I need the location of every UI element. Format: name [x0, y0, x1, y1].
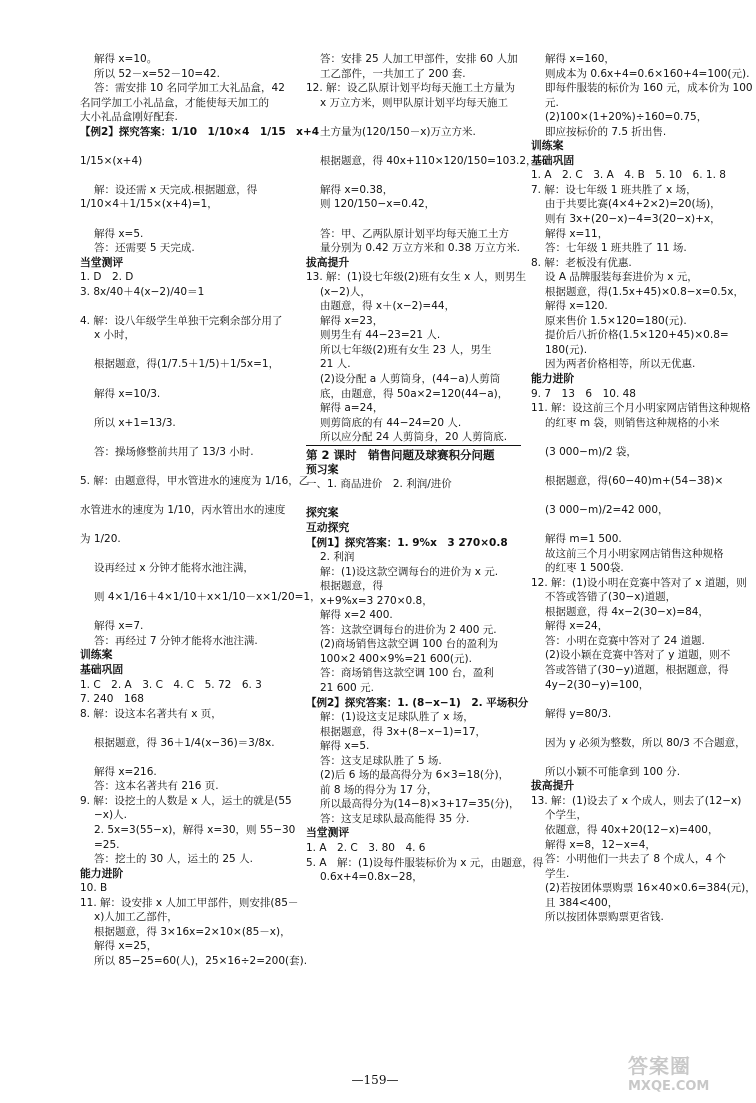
answer-line: 解得 x=216.	[94, 765, 157, 778]
answer-line	[80, 299, 295, 314]
answer-line: 所以最高得分为(14−8)×3+17=35(分)，	[320, 798, 520, 811]
answer-line: 解得 m=1 500.	[545, 533, 622, 546]
answer-line: 【例2】探究答案：1. (8−x−1) 2. 平场积分	[306, 696, 529, 709]
section-heading: 当堂测评	[306, 826, 350, 840]
answer-line: 水管进水的速度为 1/10，丙水管出水的速度	[80, 503, 286, 516]
answer-line: 根据题意，得 3×16x=2×10×(85－x)，	[94, 925, 291, 938]
answer-line: 的红枣 m 袋，则销售这种规格的小米	[545, 416, 720, 429]
answer-line: 所以 52－x=52－10=42.	[94, 67, 220, 80]
answer-line: 1. A 2. C 3. A 4. B 5. 10 6. 1. 8	[531, 169, 726, 182]
answer-line: 12. 解：(1)设小明在竞赛中答对了 x 道题，则	[531, 576, 747, 589]
answer-line: 根据题意，得 3x+(8−x−1)=17，	[320, 725, 487, 738]
answer-line: 则成本为 0.6x+4=0.6×160+4=100(元).	[545, 67, 750, 80]
answer-line	[80, 488, 295, 503]
answer-line: 解得 x=8，12−x=4，	[545, 838, 656, 851]
answer-line	[80, 212, 295, 227]
answer-line: 答或答错了(30−y)道题，根据题意，得	[545, 663, 729, 676]
answer-line: 8. 解：老板没有优惠.	[531, 256, 632, 269]
section-heading: 训练案	[80, 648, 113, 662]
answer-line: 原来售价 1.5×120=180(元).	[545, 314, 687, 327]
answer-line	[531, 721, 739, 736]
answer-line: =25.	[94, 838, 120, 851]
answer-line: 12. 解：设乙队原计划平均每天施工土方量为	[306, 82, 516, 95]
answer-line: 13. 解：(1)设七年级(2)班有女生 x 人，则男生	[306, 271, 527, 284]
answer-line	[306, 110, 521, 125]
section-heading: 基础巩固	[531, 153, 575, 167]
answer-line: 量分别为 0.42 万立方米和 0.38 万立方米.	[320, 242, 520, 255]
answer-line: 因为 y 必须为整数，所以 80/3 不合题意，	[545, 736, 746, 749]
watermark-top-text: 答案圈	[628, 1054, 691, 1078]
answer-line: 解得 x=120.	[545, 300, 608, 313]
answer-line: 答：七年级 1 班共胜了 11 场.	[545, 242, 687, 255]
answer-column-left	[80, 52, 321, 968]
answer-line: 根据题意，得 36＋1/4(x−36)＝3/8x.	[94, 736, 275, 749]
section-heading: 基础巩固	[80, 662, 124, 676]
answer-line: 解得 x=10/3.	[94, 387, 161, 400]
answer-line	[80, 343, 295, 358]
answer-line: 学生.	[545, 867, 570, 880]
section-heading: 预习案	[306, 462, 339, 476]
answer-line: 设 A 品牌服装每套进价为 x 元，	[545, 271, 698, 284]
answer-line: 不答或答错了(30−x)道题，	[545, 591, 677, 604]
answer-line: (2)商场销售这款空调 100 台的盈利为	[320, 638, 499, 651]
answer-line: 解得 x=10。	[94, 53, 158, 65]
answer-line	[80, 576, 295, 591]
watermark-bottom-text: MXQE.COM	[628, 1079, 710, 1094]
answer-line: (2)设小颖在竞赛中答对了 y 道题，则不	[545, 649, 731, 662]
answer-line: 则 4×1/16＋4×1/10＋x×1/10－x×1/20=1，	[94, 591, 321, 604]
answer-line: 1. C 2. A 3. C 4. C 5. 72 6. 3	[80, 678, 262, 691]
answer-line: 答：这支足球队胜了 5 场.	[320, 754, 442, 767]
answer-line: 解得 x=5.	[320, 740, 370, 753]
answer-line: 大小礼品盒刚好配套.	[80, 111, 178, 124]
answer-line: 解得 x=160，	[545, 53, 615, 65]
answer-line: 答：还需要 5 天完成.	[94, 242, 195, 255]
answer-line: 个学生，	[545, 809, 587, 822]
answer-line	[531, 488, 739, 503]
answer-line: 答：这本名著共有 216 页.	[94, 780, 219, 793]
answer-line: 解得 x=7.	[94, 620, 144, 633]
answer-line	[80, 750, 295, 765]
answer-line: (2)100×(1+20%)÷160=0.75，	[545, 111, 708, 124]
answer-line	[80, 401, 295, 416]
answer-line	[531, 459, 739, 474]
answer-line	[80, 168, 295, 183]
answer-line: 1. A 2. C 3. 80 4. 6	[306, 841, 426, 854]
section-heading: 能力进阶	[531, 372, 575, 386]
answer-line: 由题意，得 x＋(x−2)=44，	[320, 300, 456, 313]
answer-line	[80, 547, 295, 562]
answer-line: 解得 x=25，	[94, 940, 158, 953]
answer-line: 根据题意，得 40x+110×120/150=103.2，	[320, 154, 537, 167]
answer-line: 21 人.	[320, 358, 351, 371]
answer-line: 2. 利润	[320, 551, 355, 564]
answer-line: 答：安排 25 人加工甲部件，安排 60 人加	[320, 53, 518, 65]
answer-line: 答：操场修整前共用了 13/3 小时.	[94, 445, 254, 458]
answer-line: 5. A 解：(1)设每件服装标价为 x 元，由题意，得	[306, 856, 544, 869]
answer-line: 为 1/20.	[80, 533, 121, 546]
answer-line: 且 384<400，	[545, 896, 619, 909]
answer-line: 解：(1)设这款空调每台的进价为 x 元.	[320, 565, 499, 578]
answer-line	[80, 459, 295, 474]
answer-line: 答：甲、乙两队原计划平均每天施工土方	[320, 227, 509, 240]
answer-line: 9. 7 13 6 10. 48	[531, 387, 636, 400]
section-heading: 拔高提升	[531, 779, 575, 793]
answer-line: 1/10×4＋1/15×(x+4)=1，	[80, 198, 218, 211]
answer-line	[80, 139, 295, 154]
answer-line: 提价后八折价格(1.5×120+45)×0.8=	[545, 329, 729, 342]
answer-line: 10. B	[80, 882, 108, 895]
answer-column-middle	[306, 52, 544, 885]
answer-line: 土方量为(120/150－x)万立方米.	[320, 125, 476, 138]
answer-line: x 小时，	[94, 329, 136, 342]
answer-line: 【例2】探究答案：1/10 1/10×4 1/15 x+4	[80, 125, 320, 138]
answer-line	[531, 430, 739, 445]
answer-line: 1/15×(x+4)	[80, 154, 143, 167]
section-heading: 训练案	[531, 139, 564, 153]
answer-line: 8. 解：设这本名著共有 x 页，	[80, 707, 222, 720]
answer-line: 所以按团体票购票更省钱.	[545, 911, 664, 924]
answer-line: 解：(1)设这支足球队胜了 x 场，	[320, 711, 474, 724]
answer-line: 答：再经过 7 分钟才能将水池注满.	[94, 634, 258, 647]
answer-line: 即应按标价的 7.5 折出售.	[545, 125, 667, 138]
page-number: —159—	[351, 1073, 399, 1087]
answer-line	[80, 518, 295, 533]
answer-line: 根据题意，得	[320, 580, 383, 593]
answer-line: 前 8 场的得分为 17 分，	[320, 783, 438, 796]
answer-line: 1. D 2. D	[80, 271, 134, 284]
answer-line: 故这前三个月小明家网店销售这种规格	[545, 547, 724, 560]
answer-line: (x−2)人，	[320, 285, 371, 298]
answer-line: 5. 解：由题意得，甲水管进水的速度为 1/16，乙	[80, 474, 310, 487]
answer-line: 依题意，得 40x+20(12−x)=400，	[545, 823, 719, 836]
answer-line: 由于共要比赛(4×4+2×2)=20(场)，	[545, 198, 721, 211]
answer-line: (3 000−m)/2 袋，	[545, 445, 637, 458]
answer-line: 解得 x=23，	[320, 314, 384, 327]
answer-column-right	[531, 52, 756, 925]
answer-line: 答：这款空调每台的进价为 2 400 元.	[320, 623, 497, 636]
answer-line: 答：小明在竞赛中答对了 24 道题.	[545, 634, 705, 647]
answer-line: 3. 8x/40＋4(x−2)/40＝1	[80, 285, 205, 298]
answer-line: 7. 240 168	[80, 693, 144, 706]
answer-line	[80, 372, 295, 387]
answer-line: 所以应分配 24 人剪筒身，20 人剪筒底.	[320, 431, 508, 444]
answer-line	[306, 139, 521, 154]
answer-line: 解得 x=11，	[545, 227, 609, 240]
answer-line: 11. 解：设这前三个月小明家网店销售这种规格	[531, 402, 751, 415]
answer-line: 名同学加工小礼品盒，才能使每天加工的	[80, 96, 269, 109]
answer-line: 底，由题意，得 50a×2=120(44−a)，	[320, 387, 509, 400]
answer-line: 解得 x=5.	[94, 227, 144, 240]
section-heading: 互动探究	[306, 520, 350, 534]
answer-line: (2)后 6 场的最高得分为 6×3=18(分)，	[320, 769, 510, 782]
answer-line: 9. 解：设挖土的人数是 x 人，运土的就是(55	[80, 794, 292, 807]
answer-line: 所以 x+1=13/3.	[94, 416, 176, 429]
answer-line	[80, 721, 295, 736]
answer-line: 解得 y=80/3.	[545, 707, 612, 720]
answer-line: 7. 解：设七年级 1 班共胜了 x 场，	[531, 183, 697, 196]
answer-line: 解得 x=2 400.	[320, 609, 393, 622]
answer-line: 100×2 400×9%=21 600(元).	[320, 652, 472, 665]
answer-line: 则有 3x+(20−x)−4=3(20−x)+x，	[545, 213, 721, 226]
section-heading: 拔高提升	[306, 255, 350, 269]
answer-line: (2)设分配 a 人剪筒身，(44−a)人剪筒	[320, 373, 501, 386]
answer-line: 0.6x+4=0.8x−28，	[320, 871, 423, 884]
section-heading: 探究案	[306, 506, 339, 520]
answer-line: 解得 x=24，	[545, 620, 609, 633]
answer-line: x)人加工乙部件，	[94, 911, 178, 924]
answer-line: −x)人.	[94, 809, 127, 822]
answer-line: 一、1. 商品进价 2. 利润/进价	[306, 478, 452, 491]
answer-line: 解：设还需 x 天完成.根据题意，得	[94, 183, 258, 196]
answer-line: 4. 解：设八年级学生单独干完剩余部分用了	[80, 314, 283, 327]
answer-line: 所以七年级(2)班有女生 23 人，男生	[320, 343, 492, 356]
answer-line: 因为两者价格相等，所以无优惠.	[545, 358, 696, 371]
answer-line: 所以小颖不可能拿到 100 分.	[545, 765, 681, 778]
answer-line: 设再经过 x 分钟才能将水池注满，	[94, 562, 254, 575]
section-heading: 能力进阶	[80, 866, 124, 880]
answer-line: 的红枣 1 500袋.	[545, 562, 624, 575]
answer-line	[306, 492, 521, 507]
answer-line: 180(元).	[545, 343, 588, 356]
answer-line: 13. 解：(1)设去了 x 个成人，则去了(12−x)	[531, 794, 742, 807]
answer-line: 则 120/150−x=0.42，	[320, 198, 436, 211]
answer-line: 元.	[545, 96, 559, 109]
answer-line: 答：挖土的 30 人，运土的 25 人.	[94, 853, 253, 866]
answer-line: 根据题意，得(60−40)m+(54−38)×	[545, 474, 724, 487]
answer-line: 工乙部件，一共加工了 200 套.	[320, 67, 466, 80]
answer-line: 根据题意，得(1/7.5＋1/5)＋1/5x=1，	[94, 358, 280, 371]
answer-line: 解得 a=24，	[320, 402, 384, 415]
answer-line: 答：需安排 10 名同学加工大礼品盒，42	[94, 82, 285, 95]
answer-line	[80, 430, 295, 445]
answer-line	[531, 692, 739, 707]
answer-line: x+9%x=3 270×0.8，	[320, 594, 433, 607]
answer-line: 4y−2(30−y)=100，	[545, 678, 650, 691]
answer-line: 【例1】探究答案：1. 9%x 3 270×0.8	[306, 536, 508, 549]
answer-line: 所以 85−25=60(人)，25×16÷2=200(套).	[94, 954, 308, 967]
answer-line: 答：小明他们一共去了 8 个成人，4 个	[545, 853, 726, 866]
answer-line: 2. 5x=3(55−x)，解得 x=30，则 55−30	[94, 823, 296, 836]
answer-line: 解得 x=0.38，	[320, 183, 394, 196]
answer-line: 即每件服装的标价为 160 元，成本价为 100	[545, 82, 753, 95]
lesson-title: 第 2 课时 销售问题及球赛积分问题	[306, 445, 521, 463]
answer-line: 根据题意，得 4x−2(30−x)=84，	[545, 605, 709, 618]
answer-line: (2)若按团体票购票 16×40×0.6=384(元)，	[545, 882, 756, 895]
answer-line: 则男生有 44−23=21 人.	[320, 329, 441, 342]
answer-line	[531, 750, 739, 765]
answer-line: (3 000−m)/2=42 000，	[545, 503, 669, 516]
answer-line: 答：商场销售这款空调 100 台，盈利	[320, 667, 494, 680]
section-heading: 当堂测评	[80, 255, 124, 269]
watermark-logo	[628, 1050, 740, 1098]
answer-line: 根据题意，得(1.5x+45)×0.8−x=0.5x，	[545, 285, 744, 298]
answer-line: x 万立方米，则甲队原计划平均每天施工	[320, 96, 509, 109]
answer-line: 11. 解：设安排 x 人加工甲部件，则安排(85－	[80, 896, 299, 909]
answer-line	[531, 518, 739, 533]
answer-line	[306, 212, 521, 227]
answer-line	[306, 168, 521, 183]
answer-line: 答：这支足球队最高能得 35 分.	[320, 812, 470, 825]
answer-line: 则剪筒底的有 44−24=20 人.	[320, 416, 462, 429]
answer-line: 21 600 元.	[320, 681, 374, 694]
answer-line	[80, 605, 295, 620]
